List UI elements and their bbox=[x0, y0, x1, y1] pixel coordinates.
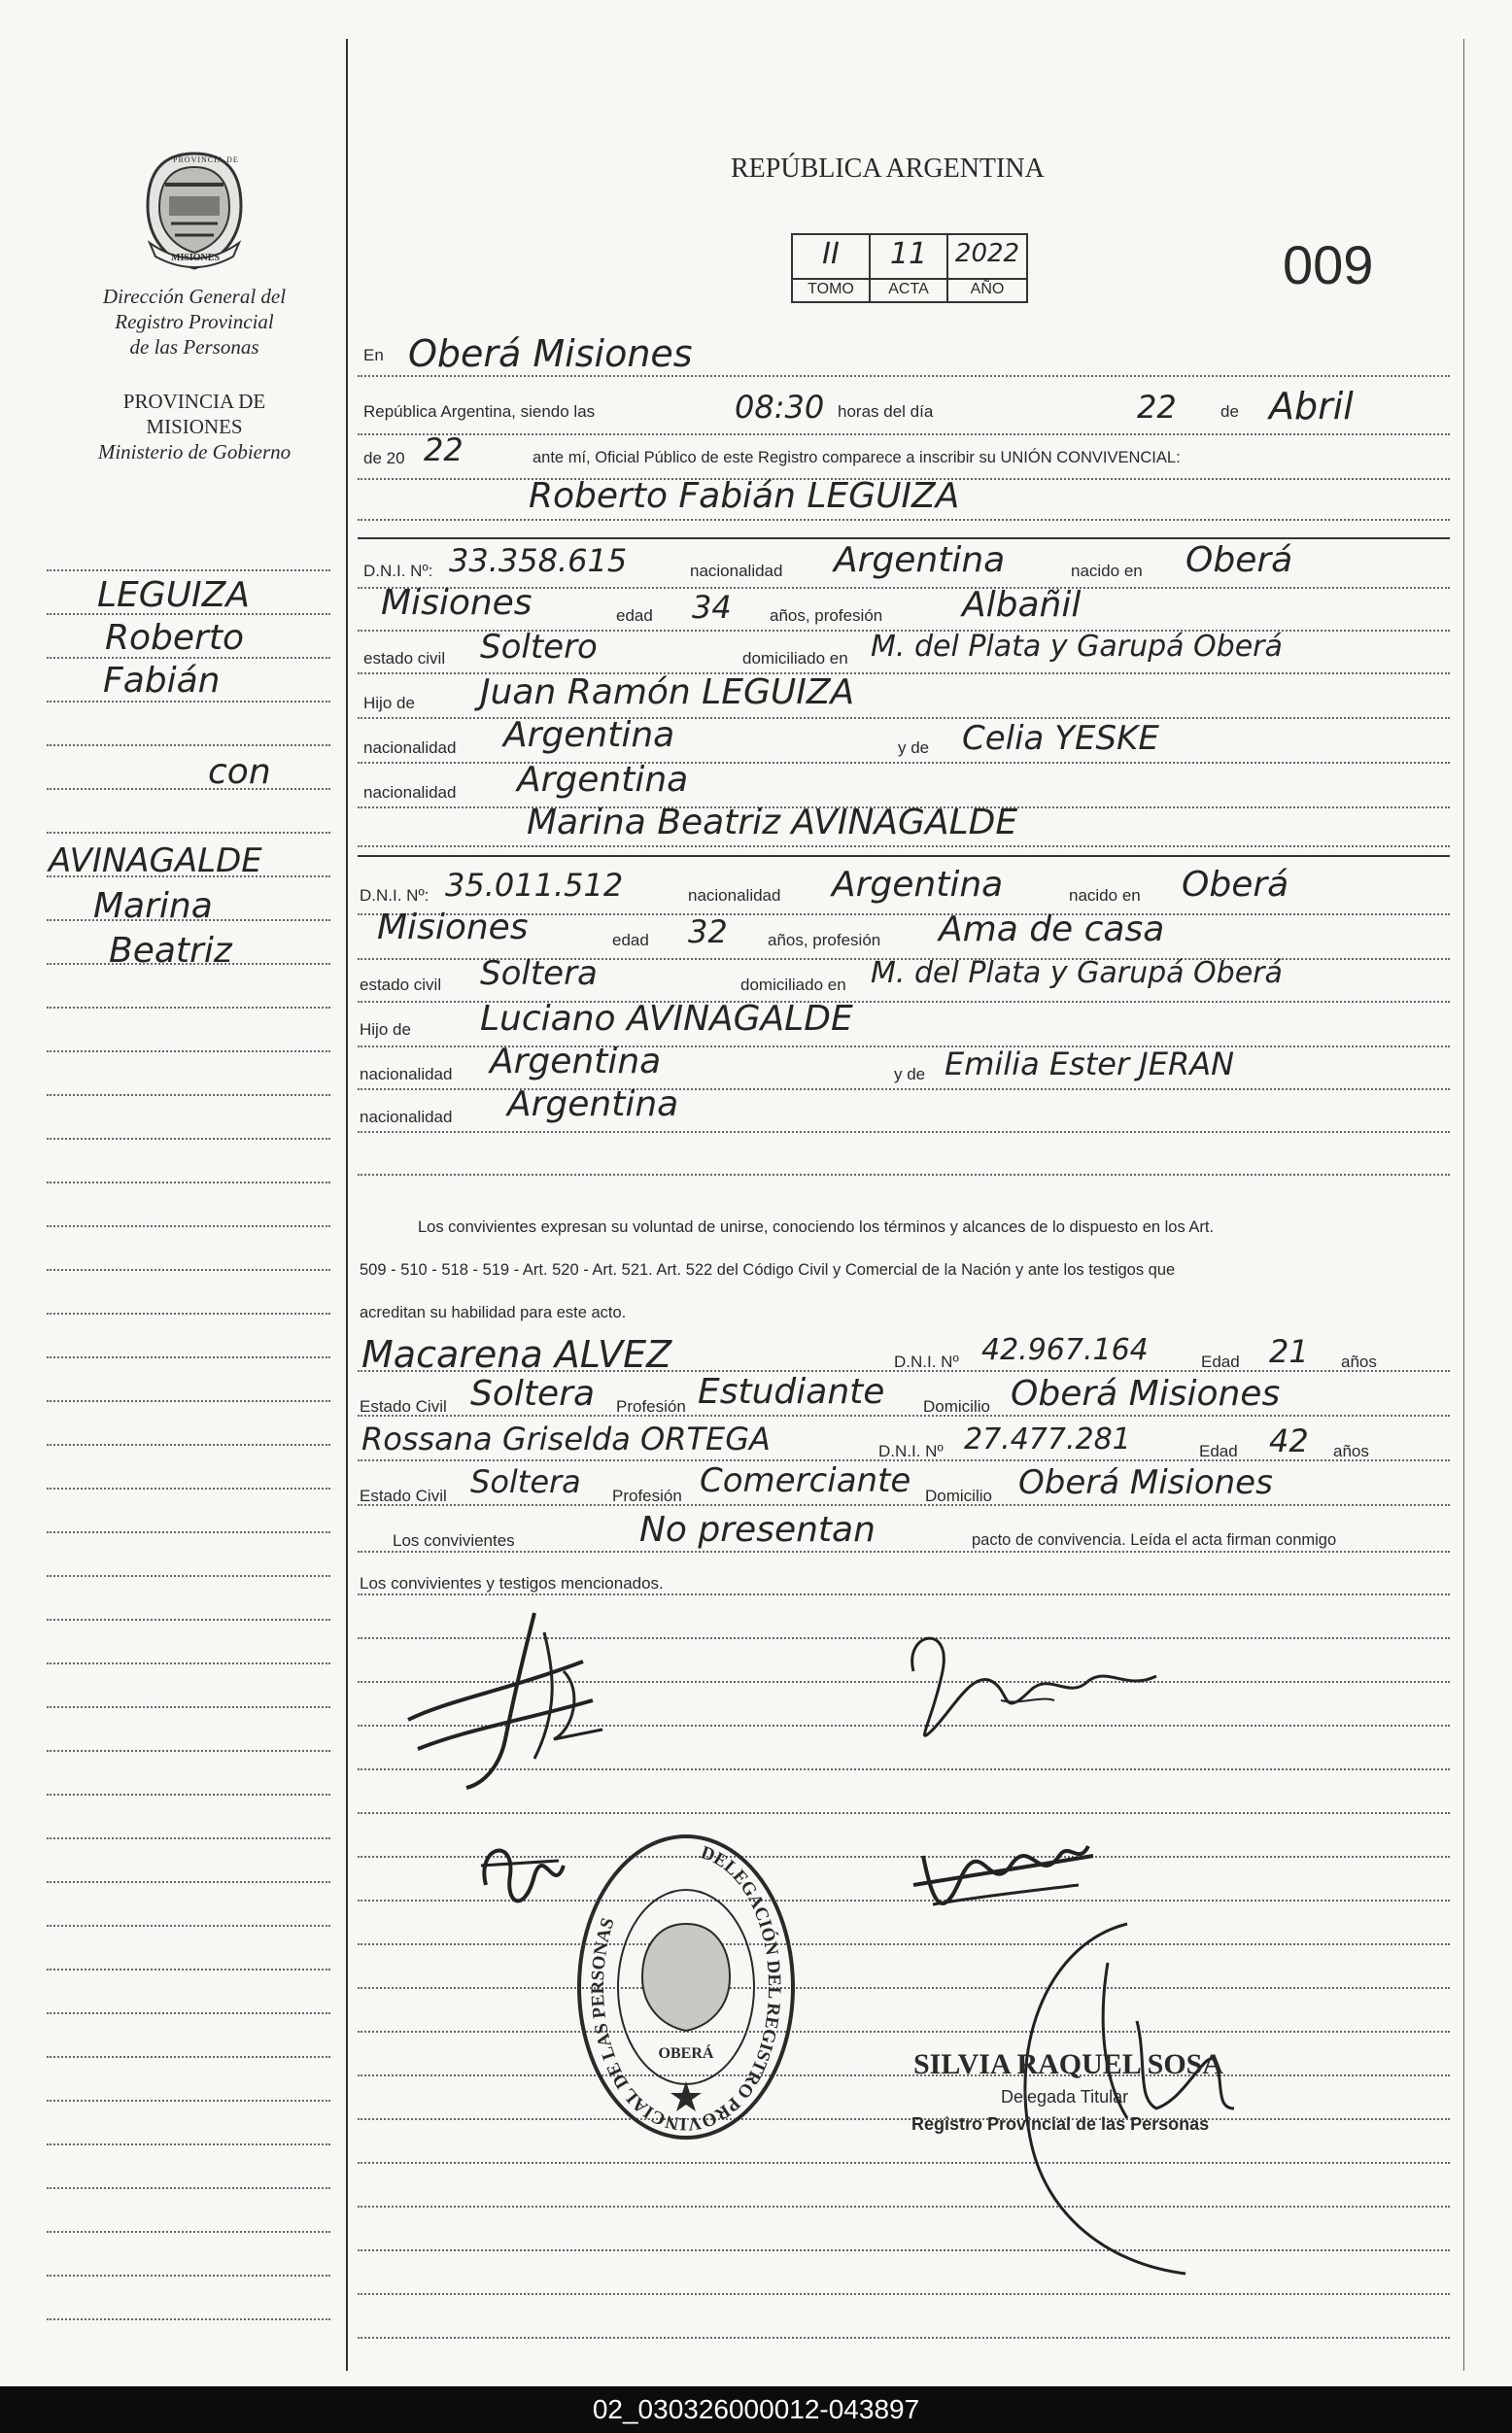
place-value: Oberá Misiones bbox=[408, 332, 693, 375]
closing-label: Los convivientes bbox=[393, 1531, 515, 1550]
form-ruled-line bbox=[358, 845, 1450, 847]
year-prefix: de 20 bbox=[363, 449, 405, 467]
p2-nac-madre-label: nacionalidad bbox=[360, 1108, 453, 1126]
margin-ruled-line bbox=[47, 1706, 330, 1708]
body-paragraph-line3: acreditan su habilidad para este acto. bbox=[360, 1304, 627, 1321]
p2-estado: Soltera bbox=[480, 954, 598, 993]
p1-nac-label: nacionalidad bbox=[690, 562, 783, 580]
p1-nac-padre-label: nacionalidad bbox=[363, 738, 457, 757]
p2-prof: Ama de casa bbox=[939, 909, 1165, 949]
p1-y-de-label: y de bbox=[898, 738, 930, 757]
signature-1-icon bbox=[389, 1593, 622, 1807]
p2-nac-label: nacionalidad bbox=[688, 886, 781, 905]
w1-estado-label: Estado Civil bbox=[360, 1397, 447, 1416]
official-name: SILVIA RAQUEL SOSA bbox=[913, 2048, 1224, 2080]
form-ruled-line bbox=[358, 433, 1450, 435]
agency-line2: Registro Provincial bbox=[115, 310, 274, 333]
time-value: 08:30 bbox=[735, 389, 825, 426]
margin-ruled-line bbox=[47, 1225, 330, 1227]
w1-anos-label: años bbox=[1341, 1353, 1377, 1371]
p1-estado: Soltero bbox=[480, 628, 598, 667]
province-line1: PROVINCIA DE bbox=[122, 390, 266, 413]
w1-dom: Oberá Misiones bbox=[1011, 1374, 1281, 1414]
w1-prof-label: Profesión bbox=[616, 1397, 686, 1416]
p2-estado-label: estado civil bbox=[360, 976, 442, 994]
margin-ruled-line bbox=[47, 1837, 330, 1839]
anio-value: 2022 bbox=[954, 239, 1020, 268]
signature-2-icon bbox=[884, 1613, 1195, 1768]
p2-nac-padre-label: nacionalidad bbox=[360, 1065, 453, 1083]
month-value: Abril bbox=[1269, 385, 1354, 428]
ante-text: ante mí, Oficial Público de este Registro comparece a inscribir su UNIÓN CONVIVENCIAL: bbox=[533, 449, 1181, 466]
document-footer-code: 02_030326000012-043897 bbox=[0, 2386, 1512, 2433]
p1-dni-label: D.N.I. Nº: bbox=[363, 562, 433, 580]
year-suffix: 22 bbox=[424, 431, 464, 468]
margin-ruled-line bbox=[47, 1662, 330, 1664]
de-label: de bbox=[1220, 402, 1239, 421]
p1-prof-label: años, profesión bbox=[770, 606, 883, 625]
form-ruled-line bbox=[358, 1551, 1450, 1553]
p2-nac-madre: Argentina bbox=[507, 1084, 679, 1124]
seal-bottom-text: MISIONES bbox=[171, 253, 221, 263]
tomo-acta-box bbox=[791, 233, 1028, 303]
p2-nacido: Oberá bbox=[1182, 865, 1289, 905]
p2-place2: Misiones bbox=[377, 908, 529, 947]
w2-prof: Comerciante bbox=[700, 1461, 911, 1500]
p1-nac-padre: Argentina bbox=[503, 715, 675, 755]
stamp-ring-text: DELEGACIÓN DEL REGISTRO PROVINCIAL DE LAS PERSONAS bbox=[587, 1842, 785, 2135]
margin-ruled-line bbox=[47, 1094, 330, 1096]
anio-label: AÑO bbox=[970, 281, 1005, 297]
p1-madre: Celia YESKE bbox=[962, 719, 1159, 758]
p1-hijo-label: Hijo de bbox=[363, 694, 415, 712]
margin-ruled-line bbox=[47, 1269, 330, 1271]
margin-name1a: Roberto bbox=[105, 618, 244, 658]
p2-nacido-label: nacido en bbox=[1069, 886, 1141, 905]
w2-dom: Oberá Misiones bbox=[1018, 1463, 1273, 1502]
form-ruled-line bbox=[358, 1504, 1450, 1506]
w1-prof: Estudiante bbox=[698, 1372, 885, 1412]
w1-edad: 21 bbox=[1269, 1333, 1309, 1370]
p2-y-de-label: y de bbox=[894, 1065, 926, 1083]
p2-edad: 32 bbox=[688, 913, 728, 950]
seal-top-text: PROVINCIA DE bbox=[173, 155, 239, 164]
agency-line1: Dirección General del bbox=[102, 285, 287, 308]
form-ruled-line bbox=[358, 2293, 1450, 2295]
province-block bbox=[49, 389, 340, 464]
form-ruled-line bbox=[358, 519, 1450, 521]
p1-dom: M. del Plata y Garupá Oberá bbox=[871, 630, 1283, 664]
form-ruled-line bbox=[358, 375, 1450, 377]
margin-ruled-line bbox=[47, 2187, 330, 2189]
signature-3-icon bbox=[466, 1817, 583, 1934]
p2-nac: Argentina bbox=[832, 865, 1004, 905]
w2-name: Rossana Griselda ORTEGA bbox=[361, 1421, 771, 1457]
w2-anos-label: años bbox=[1333, 1442, 1369, 1460]
w1-name: Macarena ALVEZ bbox=[361, 1333, 672, 1376]
agency-line3: de las Personas bbox=[129, 335, 259, 359]
margin-name2b: Beatriz bbox=[109, 931, 232, 971]
margin-surname2: AVINAGALDE bbox=[49, 841, 262, 880]
p2-dni: 35.011.512 bbox=[445, 867, 624, 904]
margin-ruled-line bbox=[47, 832, 330, 834]
margin-ruled-line bbox=[47, 1444, 330, 1446]
margin-connector: con bbox=[208, 752, 271, 792]
p1-nac-madre-label: nacionalidad bbox=[363, 783, 457, 802]
form-ruled-line bbox=[358, 1131, 1450, 1133]
agency-name bbox=[49, 284, 340, 360]
w1-dom-label: Domicilio bbox=[923, 1397, 990, 1416]
p2-hijo-label: Hijo de bbox=[360, 1020, 411, 1039]
page-number: 009 bbox=[1283, 234, 1374, 295]
ministry-line: Ministerio de Gobierno bbox=[97, 440, 292, 463]
margin-ruled-line bbox=[47, 1488, 330, 1490]
p2-prof-label: años, profesión bbox=[768, 931, 881, 949]
official-title: Delegada Titular bbox=[1001, 2087, 1129, 2107]
w2-edad: 42 bbox=[1269, 1422, 1309, 1459]
form-ruled-line bbox=[358, 1812, 1450, 1814]
margin-ruled-line bbox=[47, 1619, 330, 1621]
margin-name2a: Marina bbox=[93, 886, 213, 926]
margin-ruled-line bbox=[47, 788, 330, 790]
margin-ruled-line bbox=[47, 1575, 330, 1577]
acta-value: 11 bbox=[889, 237, 928, 271]
p1-nac: Argentina bbox=[834, 540, 1006, 580]
acta-label: ACTA bbox=[888, 281, 929, 297]
margin-ruled-line bbox=[47, 2056, 330, 2058]
person2-fullname: Marina Beatriz AVINAGALDE bbox=[527, 803, 1018, 842]
margin-ruled-line bbox=[47, 1531, 330, 1533]
margin-ruled-line bbox=[47, 1969, 330, 1970]
margin-ruled-line bbox=[47, 569, 330, 571]
margin-ruled-line bbox=[47, 2318, 330, 2320]
province-seal-icon bbox=[136, 146, 253, 272]
tomo-label: TOMO bbox=[808, 281, 854, 297]
official-org: Registro Provincial de las Personas bbox=[911, 2114, 1210, 2134]
margin-ruled-line bbox=[47, 1313, 330, 1315]
w2-dni-label: D.N.I. Nº bbox=[878, 1442, 944, 1460]
form-ruled-line bbox=[358, 1174, 1450, 1176]
form-ruled-line bbox=[358, 1415, 1450, 1417]
p1-place2: Misiones bbox=[381, 583, 533, 623]
en-label: En bbox=[363, 346, 384, 364]
person1-fullname: Roberto Fabián LEGUIZA bbox=[529, 476, 960, 516]
margin-ruled-line bbox=[47, 1007, 330, 1009]
right-border bbox=[1463, 39, 1464, 2371]
w1-estado: Soltera bbox=[470, 1374, 596, 1414]
p2-dni-label: D.N.I. Nº: bbox=[360, 886, 430, 905]
margin-surname1: LEGUIZA bbox=[97, 575, 250, 615]
w2-estado-label: Estado Civil bbox=[360, 1487, 447, 1505]
margin-ruled-line bbox=[47, 1925, 330, 1927]
p2-nac-padre: Argentina bbox=[490, 1042, 662, 1081]
margin-ruled-line bbox=[47, 1881, 330, 1883]
body-paragraph-line2: 509 - 510 - 518 - 519 - Art. 520 - Art. 521. Art. 522 del Código Civil y Comercial de la Nación y ante los testigos que bbox=[360, 1261, 1176, 1279]
w2-estado: Soltera bbox=[470, 1463, 581, 1500]
w1-dni-label: D.N.I. Nº bbox=[894, 1353, 959, 1371]
margin-ruled-line bbox=[47, 1050, 330, 1052]
margin-ruled-line bbox=[47, 2012, 330, 2014]
pact-value: No presentan bbox=[639, 1510, 876, 1550]
p2-dom-label: domiciliado en bbox=[740, 976, 846, 994]
horas-label: horas del día bbox=[838, 402, 934, 421]
w1-dni: 42.967.164 bbox=[981, 1333, 1149, 1367]
p1-edad: 34 bbox=[692, 589, 732, 626]
mentioned-text: Los convivientes y testigos mencionados. bbox=[360, 1574, 664, 1593]
stamp-center-text: OBERÁ bbox=[658, 2045, 714, 2062]
margin-ruled-line bbox=[47, 2143, 330, 2145]
margin-ruled-line bbox=[47, 1794, 330, 1796]
w2-dni: 27.477.281 bbox=[964, 1422, 1131, 1456]
republica-label: República Argentina, siendo las bbox=[363, 402, 596, 421]
body-paragraph-line1: Los convivientes expresan su voluntad de unirse, conociendo los términos y alcances de lo dispuesto en los Art. bbox=[418, 1218, 1215, 1236]
margin-ruled-line bbox=[47, 1182, 330, 1183]
margin-name1b: Fabián bbox=[103, 661, 221, 701]
p2-dom: M. del Plata y Garupá Oberá bbox=[871, 956, 1283, 990]
section-divider-1 bbox=[358, 537, 1450, 539]
w2-prof-label: Profesión bbox=[612, 1487, 682, 1505]
p1-dni: 33.358.615 bbox=[449, 542, 628, 579]
p1-padre: Juan Ramón LEGUIZA bbox=[480, 672, 855, 712]
margin-ruled-line bbox=[47, 2275, 330, 2277]
p1-edad-label: edad bbox=[616, 606, 653, 625]
p1-nacido-label: nacido en bbox=[1071, 562, 1143, 580]
p2-madre: Emilia Ester JERAN bbox=[945, 1045, 1235, 1082]
section-divider-2 bbox=[358, 855, 1450, 857]
form-ruled-line bbox=[358, 2337, 1450, 2339]
p2-padre: Luciano AVINAGALDE bbox=[480, 999, 853, 1039]
pact-text: pacto de convivencia. Leída el acta firman conmigo bbox=[972, 1531, 1337, 1549]
w1-edad-label: Edad bbox=[1201, 1353, 1240, 1371]
p1-nac-madre: Argentina bbox=[517, 760, 689, 800]
w2-dom-label: Domicilio bbox=[925, 1487, 992, 1505]
margin-ruled-line bbox=[47, 1750, 330, 1752]
p1-estado-label: estado civil bbox=[363, 649, 446, 668]
province-line2: MISIONES bbox=[146, 415, 243, 438]
official-stamp-icon bbox=[569, 1827, 803, 2147]
p1-dom-label: domiciliado en bbox=[742, 649, 848, 668]
tomo-value: II bbox=[822, 237, 840, 271]
p2-edad-label: edad bbox=[612, 931, 649, 949]
p1-prof: Albañil bbox=[962, 585, 1082, 625]
country-title: REPÚBLICA ARGENTINA bbox=[731, 154, 1045, 184]
margin-ruled-line bbox=[47, 1138, 330, 1140]
w2-edad-label: Edad bbox=[1199, 1442, 1238, 1460]
margin-ruled-line bbox=[47, 1400, 330, 1402]
margin-ruled-line bbox=[47, 1356, 330, 1358]
p1-nacido: Oberá bbox=[1186, 540, 1293, 580]
margin-ruled-line bbox=[47, 744, 330, 746]
day-value: 22 bbox=[1137, 389, 1177, 426]
margin-divider bbox=[346, 39, 348, 2371]
margin-ruled-line bbox=[47, 2100, 330, 2102]
margin-ruled-line bbox=[47, 2231, 330, 2233]
margin-ruled-line bbox=[47, 701, 330, 702]
